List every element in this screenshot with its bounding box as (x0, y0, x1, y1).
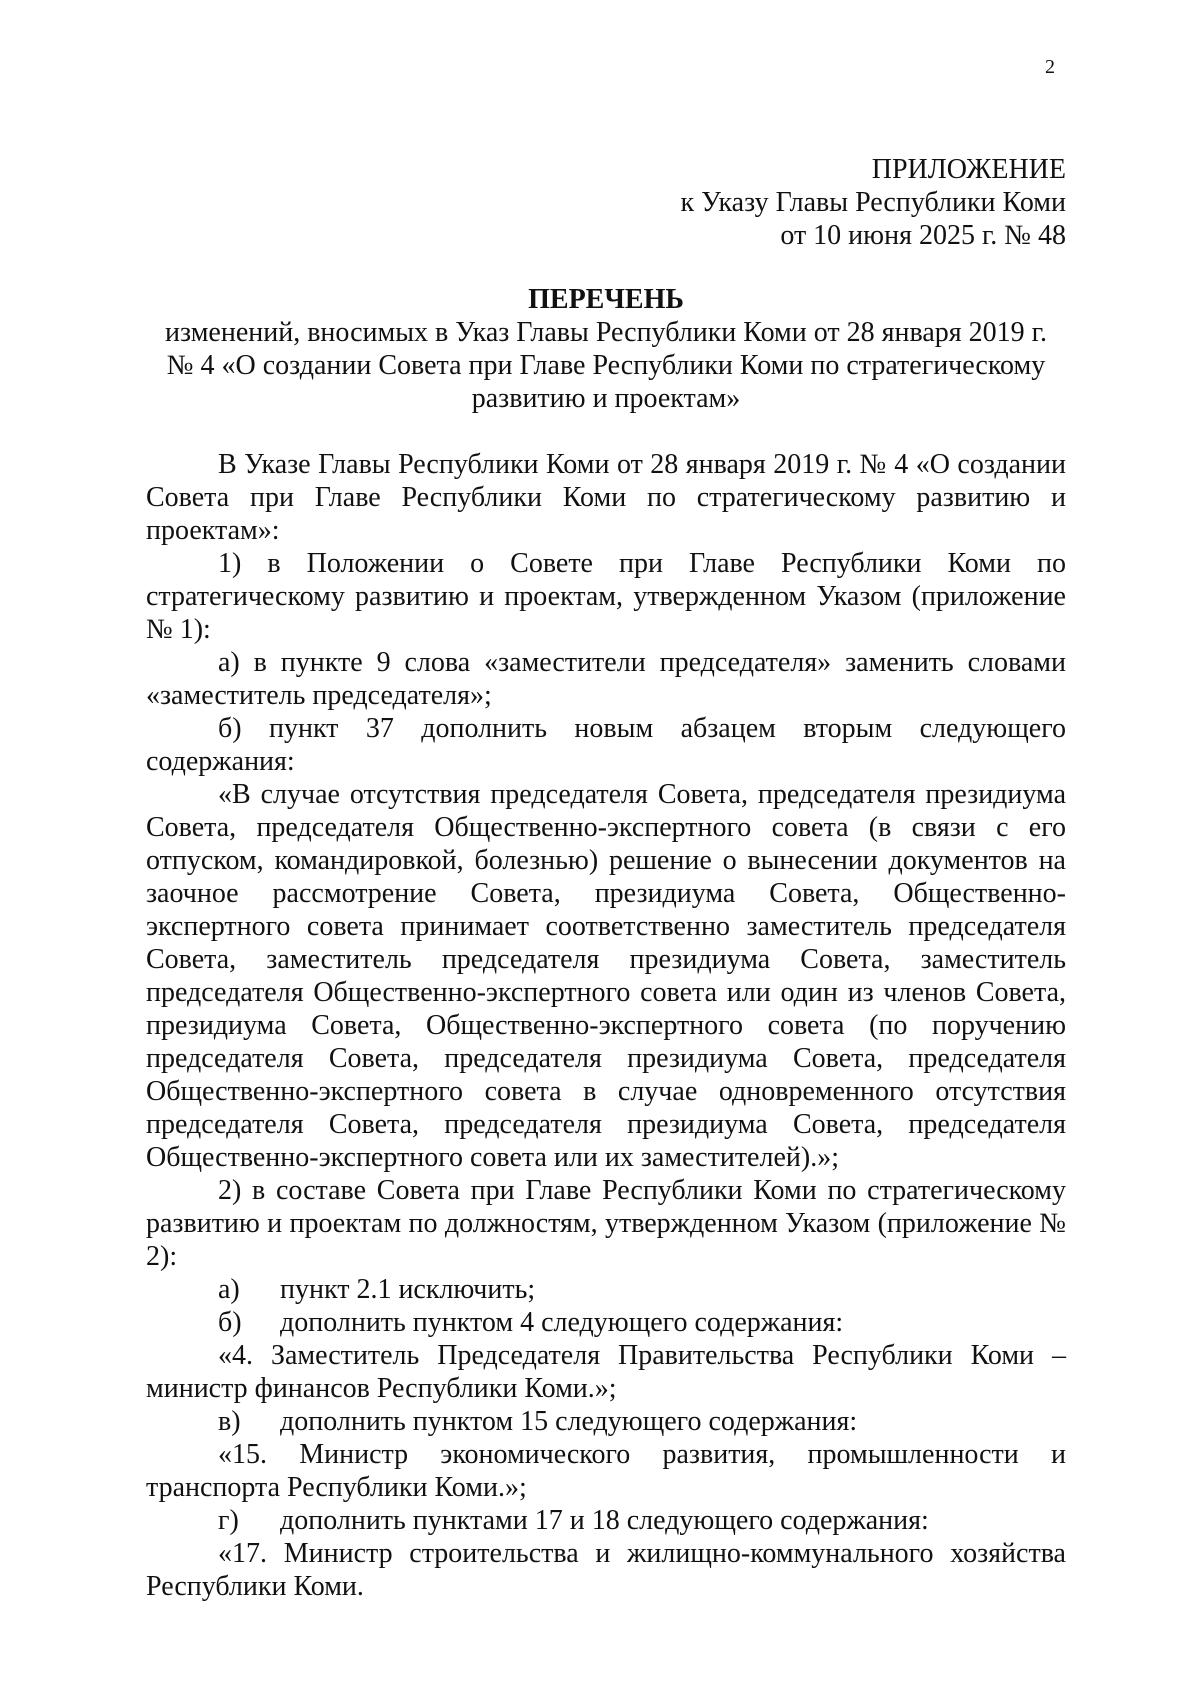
item-1b: б) пункт 37 дополнить новым абзацем вторым следующего содержания: (146, 713, 1066, 777)
quote-4: «17. Министр строительства и жилищно-коммунального хозяйства Республики Коми. (146, 1538, 1066, 1602)
quote-3: «15. Министр экономического развития, промышленности и транспорта Республики Коми.»; (146, 1439, 1066, 1503)
heading-line-3: развитию и проектам» (471, 383, 741, 414)
item-2c-text: дополнить пунктом 15 следующего содержания: (280, 1406, 858, 1437)
item-2b (146, 1306, 1066, 1339)
annex-date: от 10 июня 2025 г. № 48 (780, 220, 1066, 251)
item-2a-text: пункт 2.1 исключить; (280, 1274, 536, 1305)
heading-line-2: № 4 «О создании Совета при Главе Республики Коми по стратегическому (166, 350, 1046, 381)
item-2a (146, 1273, 1066, 1306)
item-1: 1) в Положении о Совете при Главе Республики Коми по стратегическому развитию и проектам, утвержденном Указом (приложение № 1): (146, 548, 1066, 645)
item-2b-text: дополнить пунктом 4 следующего содержания: (280, 1307, 844, 1338)
heading-title: ПЕРЕЧЕНЬ (528, 284, 684, 315)
quote-2: «4. Заместитель Председателя Правительства Республики Коми – министр финансов Республики Коми.»; (146, 1340, 1066, 1404)
item-2a-mark: а) (218, 1274, 240, 1305)
item-2c-mark: в) (218, 1406, 241, 1437)
item-2d (146, 1504, 1066, 1537)
annex-reference: к Указу Главы Республики Коми (680, 187, 1066, 218)
item-2b-mark: б) (218, 1307, 242, 1338)
item-2d-mark: г) (218, 1505, 239, 1536)
item-2d-text: дополнить пунктами 17 и 18 следующего содержания: (280, 1505, 929, 1536)
item-1a: а) в пункте 9 слова «заместители председателя» заменить словами «заместитель председателя»; (146, 647, 1066, 711)
item-2: 2) в составе Совета при Главе Республики Коми по стратегическому развитию и проектам по должностям, утвержденном Указом (приложение № 2): (146, 1175, 1066, 1272)
annex-block (146, 153, 1066, 252)
quote-1: «В случае отсутствия председателя Совета, председателя президиума Совета, председателя Общественно-экспертного совета (в связи с его отпуском, командировкой, болезнью) решение о вынесении документов на заочное рассмотрение Совета, президиума Совета, Общественно-экспертного совета принимает соответственно заместитель председателя Совета, заместитель председателя президиума Совета, заместитель председателя Общественно-экспертного совета или один из членов Совета, президиума Совета, Общественно-экспертного совета (по поручению председателя Совета, председателя президиума Совета, председателя Общественно-экспертного совета в случае одновременного отсутствия председателя Совета, председателя президиума Совета, председателя Общественно-экспертного совета или их заместителей).»; (146, 779, 1066, 1173)
heading-line-1: изменений, вносимых в Указ Главы Республики Коми от 28 января 2019 г. (165, 317, 1047, 348)
intro-paragraph: В Указе Главы Республики Коми от 28 января 2019 г. № 4 «О создании Совета при Главе Республики Коми по стратегическому развитию и проектам»: (146, 449, 1066, 546)
item-2c (146, 1405, 1066, 1438)
document-body (146, 448, 1066, 1603)
document-heading (146, 283, 1066, 415)
page-number: 2 (1045, 56, 1055, 78)
annex-title: ПРИЛОЖЕНИЕ (871, 154, 1066, 185)
